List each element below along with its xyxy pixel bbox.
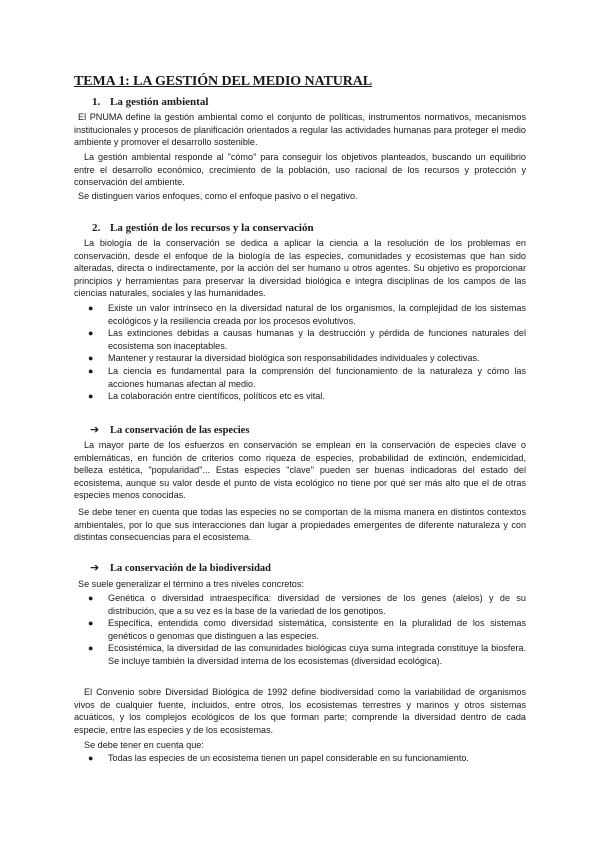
list-item: ● Mantener y restaurar la diversidad biológica son responsabilidades individuales y colectivas. [88, 353, 480, 364]
arrow-icon: ➔ [90, 423, 100, 436]
species-paragraph-1: La mayor parte de los esfuerzos en conservación se emplean en la conservación de especies clave o emblemáticas, en función de criterios como riqueza de especies, probabilidad de extinción, endemicidad, belleza estética, "popularidad"... Estas especies "clave" pueden ser buenas indicadoras del estado del ecosistema, aunque su valor desde el punto de vista ecológico no tiene por qué ser más alto que el de otras especies menos conocidas. [74, 440, 526, 501]
list-item: ● La colaboración entre científicos, políticos etc es vital. [88, 391, 325, 402]
section-1-paragraph-3: Se distinguen varios enfoques, como el enfoque pasivo o el negativo. [78, 191, 358, 201]
section-1-heading [92, 96, 208, 109]
section-2-number: 2. [92, 222, 101, 234]
list-item: ● Específica, entendida como diversidad sistemática, consistente en la pluralidad de los sistemas genéticos o genomas que distinguen a las especies. [88, 618, 526, 641]
list-item: ● Las extinciones debidas a causas humanas y la destrucción y pérdida de funciones naturales del ecosistema son inaceptables. [88, 328, 526, 351]
list-item: ● Ecosistémica, la diversidad de las comunidades biológicas cuya suma integrada constituye la biosfera. Se incluye también la diversidad interna de los ecosistemas (diversidad ecológica). [88, 643, 526, 666]
bullet-icon: ● [88, 353, 94, 364]
bullet-icon: ● [88, 753, 94, 763]
biodiversity-note: Se debe tener en cuenta que: [84, 740, 204, 750]
section-1-title: La gestión ambiental [110, 96, 209, 108]
list-item: ● Genética o diversidad intraespecífica: diversidad de versiones de los genes (alelos) y de su distribución, que a su vez es la base de la variedad de los genotipos. [88, 593, 526, 616]
bullet-icon: ● [88, 593, 94, 603]
list-item: ● Todas las especies de un ecosistema tienen un papel considerable en su funcionamiento. [88, 753, 469, 763]
biodiversity-intro: Se suele generalizar el término a tres niveles concretos: [78, 579, 304, 589]
species-subsection-heading [90, 424, 249, 438]
biodiversity-bullet-list [74, 592, 526, 668]
section-2-title: La gestión de los recursos y la conservación [110, 222, 314, 234]
bullet-icon: ● [88, 303, 94, 313]
arrow-icon: ➔ [90, 561, 100, 574]
section-1-paragraph-1: El PNUMA define la gestión ambiental como el conjunto de políticas, instrumentos normativos, mecanismos institucionales y procesos de planificación orientados a regular las actividades humanas para proteger el medio ambiente y promover el desarrollo sostenible. [74, 112, 526, 148]
biodiversity-subsection-heading [90, 562, 271, 576]
bullet-icon: ● [88, 643, 94, 654]
page-title: TEMA 1: LA GESTIÓN DEL MEDIO NATURAL [74, 74, 372, 89]
section-2-paragraph: La biología de la conservación se dedica a aplicar la ciencia a la resolución de los problemas en conservación, desde el enfoque de la biología de las especies, comunidades y ecosistemas que han sido alteradas, directa o indirectamente, por la acción del ser humano u otros agentes. Su objetivo es proporcionar principios y herramientas para preservar la diversidad biológica e integra disciplinas de los campos de las ciencias naturales, sociales y las humanidades. [74, 238, 526, 299]
bullet-icon: ● [88, 328, 94, 339]
list-item: ● La ciencia es fundamental para la comprensión del funcionamiento de la naturaleza y cómo las acciones humanas afectan al medio. [88, 365, 526, 389]
section-2-heading [92, 222, 314, 235]
species-subsection-title: La conservación de las especies [110, 425, 250, 436]
biodiversity-final-list [74, 752, 526, 765]
bullet-icon: ● [88, 618, 94, 629]
bullet-icon: ● [88, 365, 94, 376]
biodiversity-paragraph: El Convenio sobre Diversidad Biológica de 1992 define biodiversidad como la variabilidad de organismos vivos de cualquier fuente, incluidos, entre otros, los ecosistemas terrestres y marinos y otros sistemas acuáticos, y los complejos ecológicos de los que forman parte; comprende la diversidad dentro de cada especie, entre las especies y de los ecosistemas. [74, 687, 526, 735]
section-2-bullet-list [74, 302, 526, 403]
biodiversity-subsection-title: La conservación de la biodiversidad [110, 563, 272, 574]
section-1-number: 1. [92, 96, 101, 108]
species-paragraph-2: Se debe tener en cuenta que todas las especies no se comportan de la misma manera en distintos contextos ambientales, por lo que sus interacciones dan lugar a propiedades emergentes de diferente naturaleza y con distintas consecuencias para el ecosistema. [74, 507, 526, 543]
bullet-icon: ● [88, 391, 94, 402]
list-item: ● Existe un valor intrínseco en la diversidad natural de los organismos, la complejidad de los sistemas ecológicos y la resiliencia creada por los procesos evolutivos. [88, 303, 526, 326]
section-1-paragraph-2: La gestión ambiental responde al "cómo" para conseguir los objetivos planteados, buscando un equilibrio entre el desarrollo económico, crecimiento de la población, uso racional de los recursos y protección y conservación del ambiente. [74, 152, 526, 188]
